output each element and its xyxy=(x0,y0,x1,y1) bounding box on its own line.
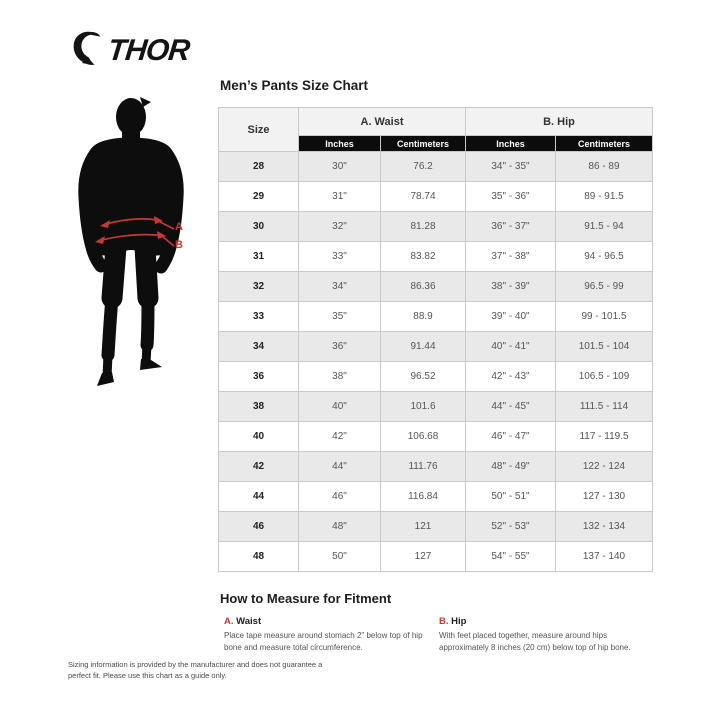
value-cell: 81.28 xyxy=(381,212,466,242)
size-cell: 29 xyxy=(219,182,299,212)
value-cell: 42" xyxy=(299,422,381,452)
value-cell: 111.76 xyxy=(381,452,466,482)
how-to-hip xyxy=(439,616,641,655)
value-cell: 52" - 53" xyxy=(466,512,556,542)
value-cell: 111.5 - 114 xyxy=(556,392,653,422)
value-cell: 38" - 39" xyxy=(466,272,556,302)
size-cell: 38 xyxy=(219,392,299,422)
chart-title: Men’s Pants Size Chart xyxy=(220,78,369,93)
value-cell: 137 - 140 xyxy=(556,542,653,572)
value-cell: 35" - 36" xyxy=(466,182,556,212)
value-cell: 30" xyxy=(299,152,381,182)
value-cell: 91.5 - 94 xyxy=(556,212,653,242)
value-cell: 40" xyxy=(299,392,381,422)
male-silhouette-graphic xyxy=(50,85,225,405)
size-cell: 42 xyxy=(219,452,299,482)
value-cell: 42" - 43" xyxy=(466,362,556,392)
how-to-title: How to Measure for Fitment xyxy=(220,591,392,606)
size-cell: 30 xyxy=(219,212,299,242)
value-cell: 44" xyxy=(299,452,381,482)
how-to-waist-description: Place tape measure around stomach 2" below top of hip bone and measure total circumference. xyxy=(224,631,423,653)
waist-column-group-header: A. Waist xyxy=(299,108,466,136)
waist-inches-header: Inches xyxy=(299,136,381,152)
size-cell: 44 xyxy=(219,482,299,512)
table-row xyxy=(219,332,653,362)
table-group-header-row xyxy=(219,108,653,136)
table-row xyxy=(219,422,653,452)
size-column-header: Size xyxy=(219,108,299,152)
table-row xyxy=(219,152,653,182)
value-cell: 88.9 xyxy=(381,302,466,332)
table-row xyxy=(219,452,653,482)
value-cell: 86.36 xyxy=(381,272,466,302)
size-cell: 33 xyxy=(219,302,299,332)
table-row xyxy=(219,512,653,542)
value-cell: 46" xyxy=(299,482,381,512)
value-cell: 116.84 xyxy=(381,482,466,512)
thor-helmet-icon xyxy=(72,30,104,71)
size-cell: 31 xyxy=(219,242,299,272)
how-to-waist xyxy=(224,616,426,655)
size-cell: 46 xyxy=(219,512,299,542)
value-cell: 34" - 35" xyxy=(466,152,556,182)
how-to-hip-heading xyxy=(439,616,641,627)
figure-waist-label-a: A xyxy=(175,221,183,233)
value-cell: 40" - 41" xyxy=(466,332,556,362)
table-row xyxy=(219,242,653,272)
value-cell: 96.52 xyxy=(381,362,466,392)
disclaimer-text: Sizing information is provided by the manufacturer and does not guarantee a perfect fit. Please use this chart as a guide only. xyxy=(68,660,323,681)
waist-key-letter: A. xyxy=(224,616,234,627)
hip-key-name: Hip xyxy=(451,616,467,627)
size-cell: 34 xyxy=(219,332,299,362)
value-cell: 78.74 xyxy=(381,182,466,212)
value-cell: 31" xyxy=(299,182,381,212)
size-cell: 36 xyxy=(219,362,299,392)
size-cell: 40 xyxy=(219,422,299,452)
value-cell: 32" xyxy=(299,212,381,242)
hip-column-group-header: B. Hip xyxy=(466,108,653,136)
size-cell: 48 xyxy=(219,542,299,572)
hip-inches-header: Inches xyxy=(466,136,556,152)
value-cell: 101.5 - 104 xyxy=(556,332,653,362)
table-row xyxy=(219,182,653,212)
value-cell: 35" xyxy=(299,302,381,332)
thor-logo xyxy=(72,30,189,71)
value-cell: 122 - 124 xyxy=(556,452,653,482)
value-cell: 83.82 xyxy=(381,242,466,272)
value-cell: 36" xyxy=(299,332,381,362)
value-cell: 39" - 40" xyxy=(466,302,556,332)
value-cell: 76.2 xyxy=(381,152,466,182)
value-cell: 50" xyxy=(299,542,381,572)
table-row xyxy=(219,542,653,572)
how-to-waist-heading xyxy=(224,616,426,627)
size-cell: 32 xyxy=(219,272,299,302)
value-cell: 106.5 - 109 xyxy=(556,362,653,392)
value-cell: 106.68 xyxy=(381,422,466,452)
value-cell: 33" xyxy=(299,242,381,272)
chart-content xyxy=(218,78,654,655)
value-cell: 99 - 101.5 xyxy=(556,302,653,332)
hip-key-letter: B. xyxy=(439,616,449,627)
table-row xyxy=(219,212,653,242)
figure-hip-label-b: B xyxy=(175,239,183,251)
how-to-columns xyxy=(224,616,654,655)
value-cell: 36" - 37" xyxy=(466,212,556,242)
waist-key-name: Waist xyxy=(236,616,262,627)
waist-centimeters-header: Centimeters xyxy=(381,136,466,152)
table-row xyxy=(219,482,653,512)
size-table-body xyxy=(219,152,653,572)
value-cell: 96.5 - 99 xyxy=(556,272,653,302)
table-row xyxy=(219,272,653,302)
value-cell: 34" xyxy=(299,272,381,302)
value-cell: 94 - 96.5 xyxy=(556,242,653,272)
value-cell: 48" xyxy=(299,512,381,542)
value-cell: 48" - 49" xyxy=(466,452,556,482)
size-cell: 28 xyxy=(219,152,299,182)
value-cell: 117 - 119.5 xyxy=(556,422,653,452)
table-row xyxy=(219,392,653,422)
value-cell: 38" xyxy=(299,362,381,392)
value-cell: 91.44 xyxy=(381,332,466,362)
value-cell: 46" - 47" xyxy=(466,422,556,452)
value-cell: 132 - 134 xyxy=(556,512,653,542)
value-cell: 37" - 38" xyxy=(466,242,556,272)
value-cell: 89 - 91.5 xyxy=(556,182,653,212)
value-cell: 127 xyxy=(381,542,466,572)
size-table xyxy=(218,107,653,572)
value-cell: 127 - 130 xyxy=(556,482,653,512)
value-cell: 50" - 51" xyxy=(466,482,556,512)
hip-centimeters-header: Centimeters xyxy=(556,136,653,152)
thor-logo-text: THOR xyxy=(106,33,191,67)
how-to-hip-description: With feet placed together, measure around hips approximately 8 inches (20 cm) below top of hip bone. xyxy=(439,631,631,653)
table-row xyxy=(219,302,653,332)
measurement-figure xyxy=(50,85,225,405)
value-cell: 86 - 89 xyxy=(556,152,653,182)
value-cell: 44" - 45" xyxy=(466,392,556,422)
table-row xyxy=(219,362,653,392)
value-cell: 101.6 xyxy=(381,392,466,422)
value-cell: 54" - 55" xyxy=(466,542,556,572)
value-cell: 121 xyxy=(381,512,466,542)
